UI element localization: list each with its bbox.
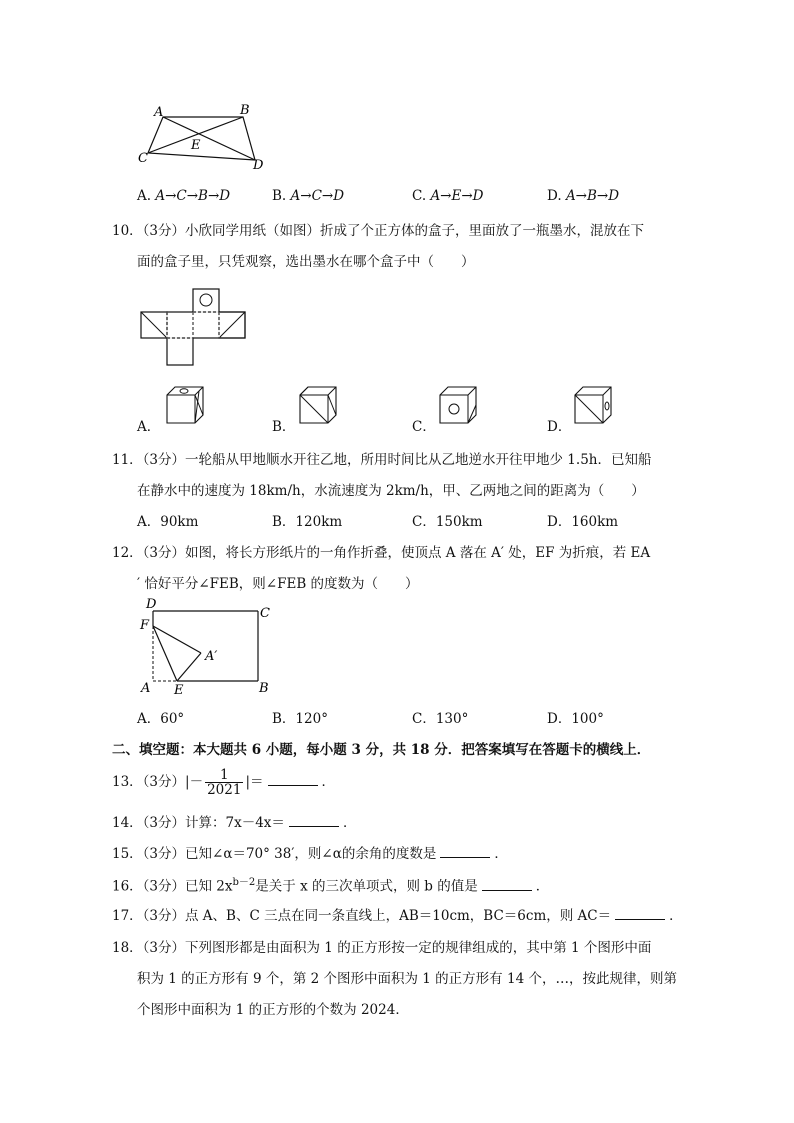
section-title-fill-in: 二、填空题：本大题共 6 小题，每小题 3 分，共 18 分．把答案填写在答题卡的横线上． [112, 742, 651, 758]
answer-blank-17[interactable] [615, 907, 665, 920]
label-c: C [260, 606, 270, 621]
label-f: F [140, 618, 150, 633]
q11-option-b[interactable]: B．120km [272, 514, 343, 530]
label-a-prime: A′ [205, 649, 218, 664]
cube-b-icon[interactable] [298, 385, 340, 427]
label-d: D [146, 597, 157, 612]
label-e: E [191, 138, 201, 153]
label-d: D [253, 158, 264, 173]
label-b: B [259, 681, 269, 696]
folded-rectangle-figure [135, 596, 275, 696]
cube-net-figure [140, 288, 250, 368]
label-b: B [240, 103, 250, 118]
answer-blank-15[interactable] [440, 845, 490, 858]
q16-text: 16．（3分）已知 $2x^{b-2}$是关于 x 的三次单项式，则 b 的值是 ． [112, 877, 550, 895]
q13-text: 13．（3分）|－ $\frac{1}{2021}$ |＝ ． [112, 767, 335, 798]
q14-text: 14．（3分）计算：7x－4x＝ ． [112, 815, 357, 831]
q12-option-d[interactable]: D．100° [547, 711, 604, 727]
q9-option-c[interactable]: C. A→E→D [412, 188, 484, 204]
q10-text-line2: 面的盒子里，只凭观察，选出墨水在哪个盒子中（ ） [137, 254, 475, 270]
label-a: A [141, 681, 151, 696]
q9-option-d[interactable]: D. A→B→D [547, 188, 620, 204]
q11-option-a[interactable]: A．90km [137, 514, 199, 530]
q18-text-line2: 积为 1 的正方形有 9 个，第 2 个图形中面积为 1 的正方形有 14 个，…，按此规律，则第 [137, 971, 677, 987]
q11-option-d[interactable]: D．160km [547, 514, 619, 530]
q10-option-b[interactable]: B． [272, 419, 296, 435]
q11-text-line1: 11．（3分）一轮船从甲地顺水开往乙地，所用时间比从乙地逆水开往甲地少 1.5h．已知船 [112, 452, 652, 468]
q12-text-line1: 12．（3分）如图，将长方形纸片的一角作折叠，使顶点 A 落在 A′ 处，EF 为折痕，若 EA [112, 545, 651, 561]
cube-a-icon[interactable] [165, 385, 207, 427]
q11-text-line2: 在静水中的速度为 18km/h，水流速度为 2km/h，甲、乙两地之间的距离为（ ） [137, 483, 645, 499]
fraction: $\frac{1}{2021}$ [207, 767, 242, 798]
q11-option-c[interactable]: C．150km [412, 514, 483, 530]
q12-option-c[interactable]: C．130° [412, 711, 469, 727]
q15-text: 15．（3分）已知∠α＝70° 38′，则∠α的余角的度数是 ． [112, 846, 508, 862]
q10-option-c[interactable]: C． [412, 419, 436, 435]
answer-blank-14[interactable] [289, 814, 339, 827]
cube-c-icon[interactable] [438, 385, 480, 427]
trapezoid-figure [130, 100, 280, 175]
q12-text-line2: ′ 恰好平分∠FEB，则∠FEB 的度数为（ ） [137, 576, 419, 592]
q18-text-line1: 18．（3分）下列图形都是由面积为 1 的正方形按一定的规律组成的，其中第 1 个图形中面 [112, 940, 652, 956]
q18-text-line3: 个图形中面积为 1 的正方形的个数为 2024． [137, 1002, 409, 1018]
answer-blank-16[interactable] [482, 878, 532, 891]
label-c: C [138, 151, 148, 166]
q12-option-a[interactable]: A．60° [137, 711, 185, 727]
q9-option-b[interactable]: B. A→C→D [272, 188, 345, 204]
label-e: E [174, 683, 184, 696]
q10-text-line1: 10．（3分）小欣同学用纸（如图）折成了个正方体的盒子，里面放了一瓶墨水，混放在下 [112, 223, 645, 239]
q17-text: 17．（3分）点 A、B、C 三点在同一条直线上，AB＝10cm，BC＝6cm，则 AC＝ ． [112, 908, 683, 924]
label-a: A [154, 105, 164, 120]
q10-option-a[interactable]: A． [137, 419, 161, 435]
q10-option-d[interactable]: D． [547, 419, 572, 435]
cube-d-icon[interactable] [573, 385, 615, 427]
q12-option-b[interactable]: B．120° [272, 711, 328, 727]
answer-blank-13[interactable] [268, 773, 318, 786]
q9-option-a[interactable]: A. A→C→B→D [137, 188, 231, 204]
